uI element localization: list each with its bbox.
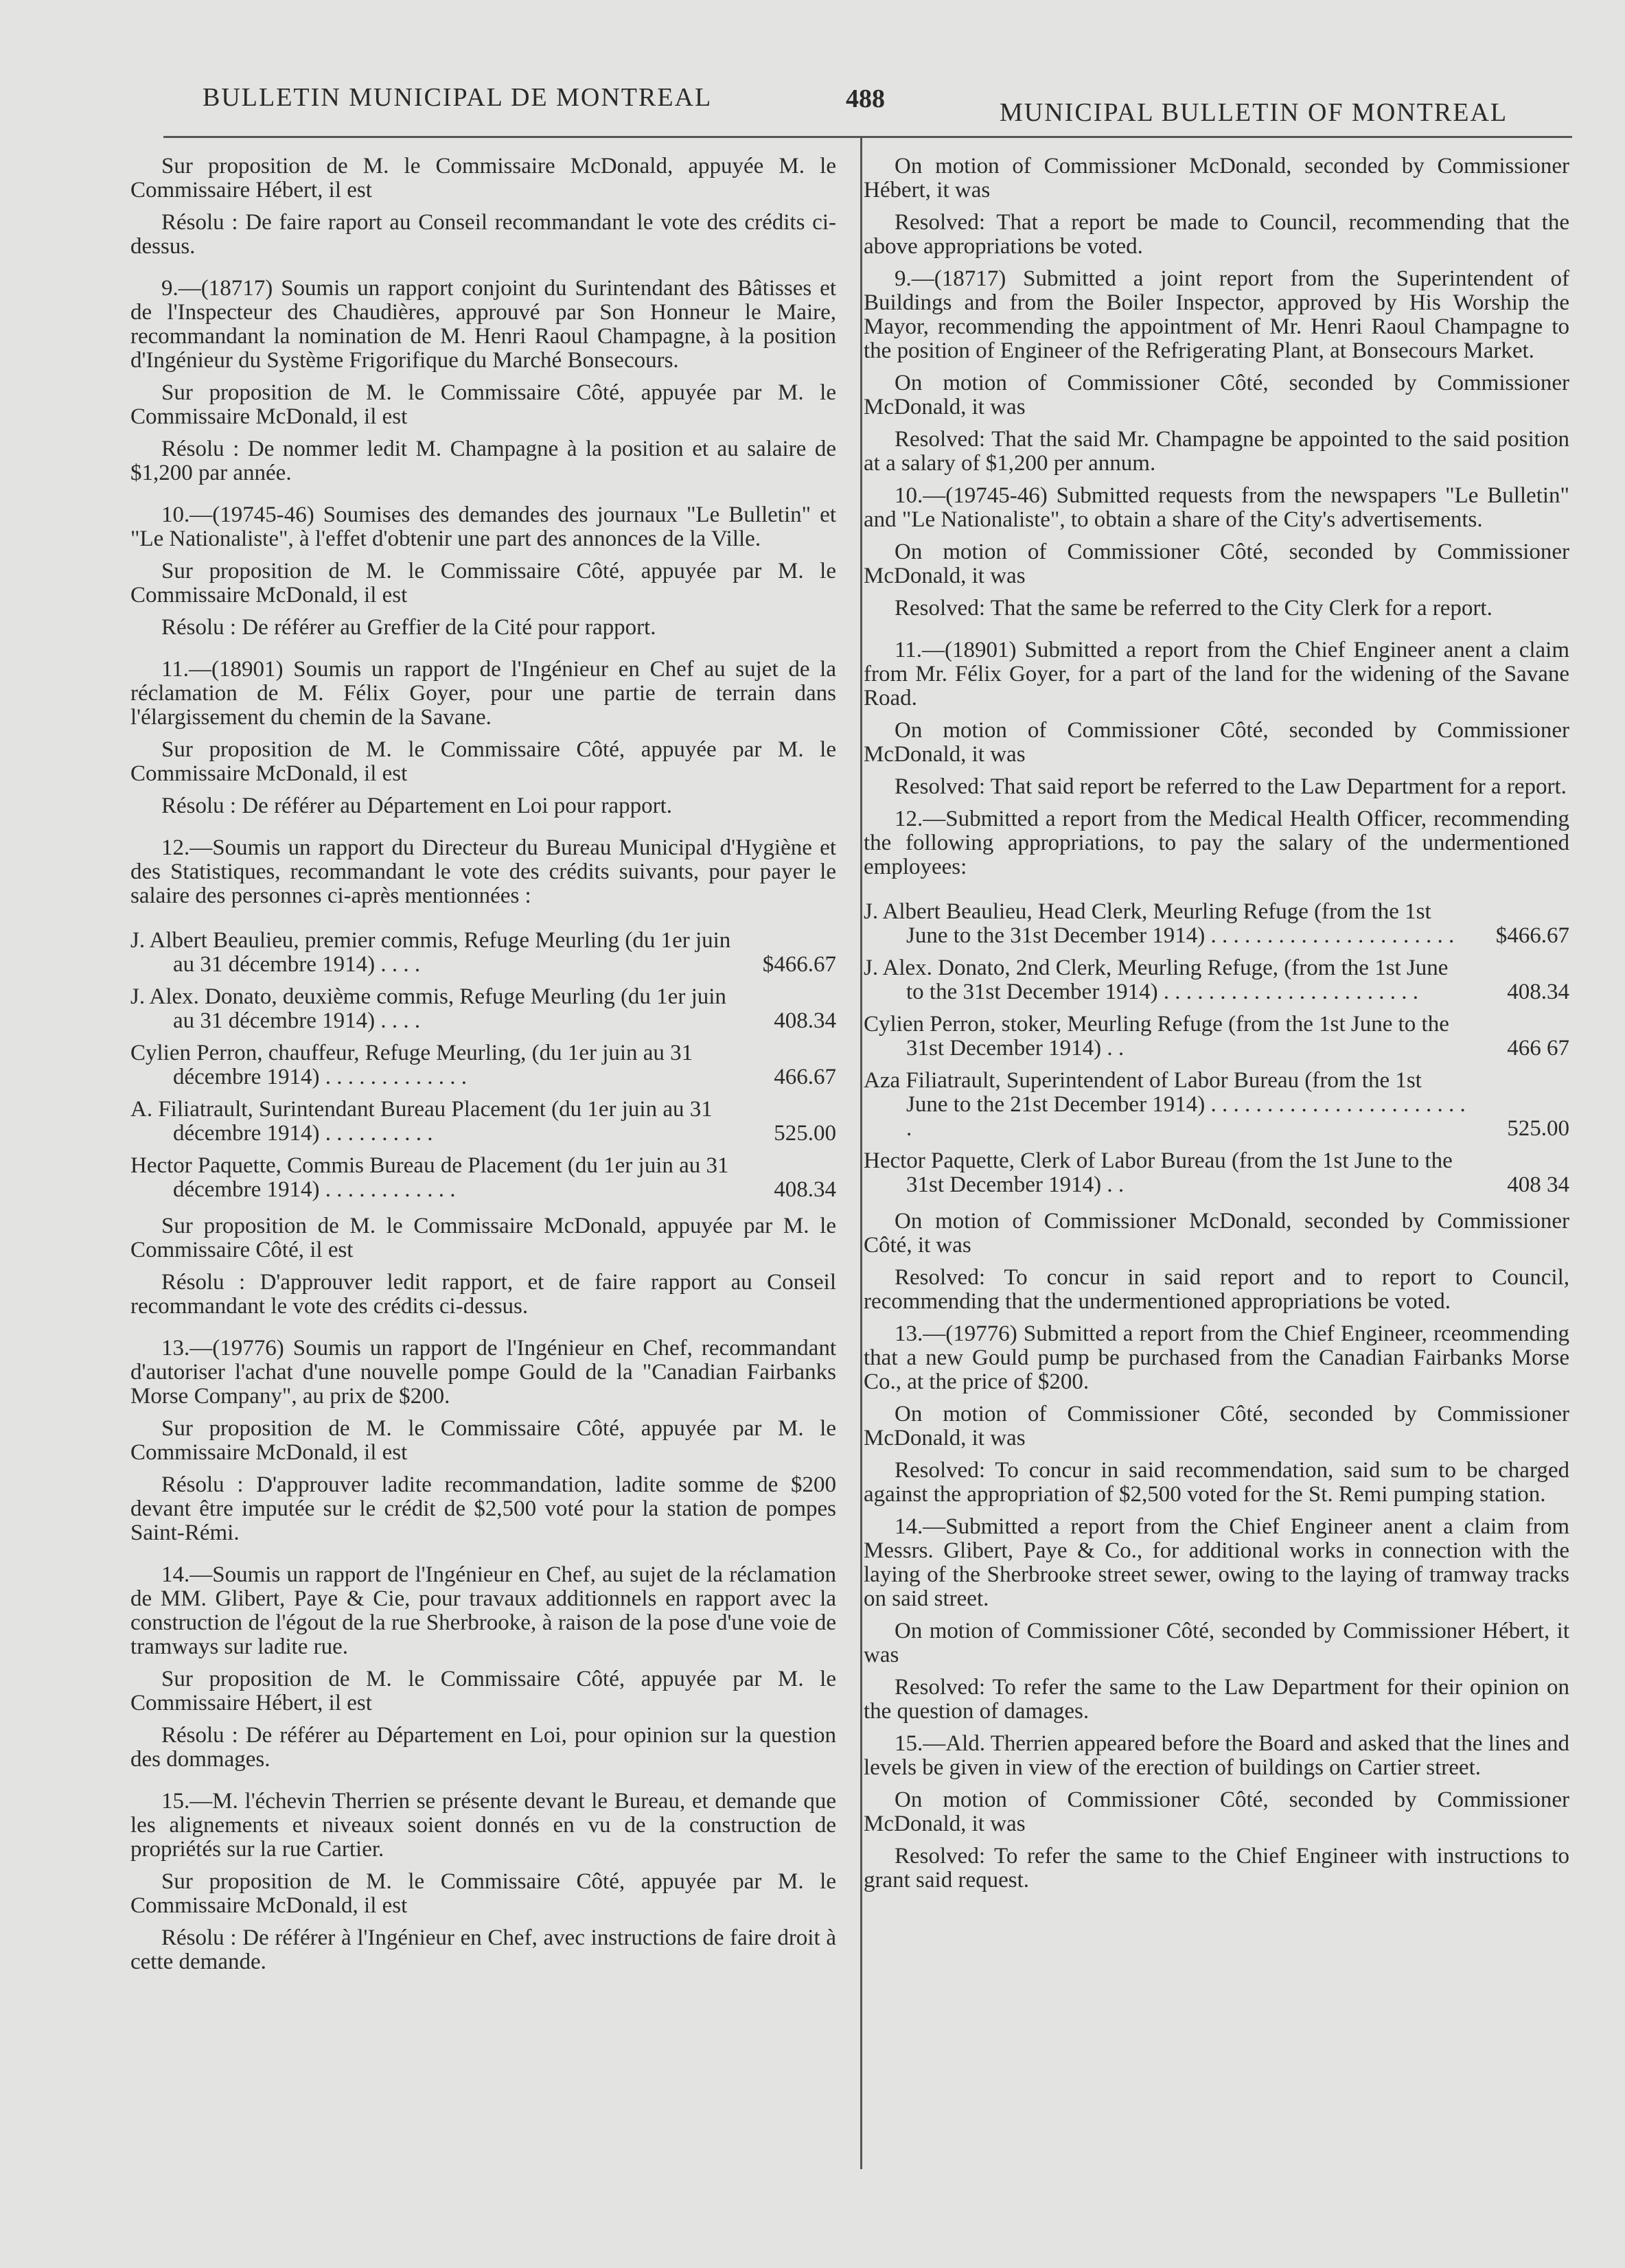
item-text: Cylien Perron, stoker, Meurling Refuge (from the 1st June to the 31st December 1914) . . xyxy=(864,1012,1449,1061)
item-amount: $466.67 xyxy=(1495,923,1569,948)
paragraph: On motion of Commissioner Côté, seconded by Commissioner Hébert, it was xyxy=(864,1619,1569,1667)
paragraph: Resolved: To concur in said report and to report to Council, recommending that the undermentioned appropriations be voted. xyxy=(864,1265,1569,1314)
list-item xyxy=(130,1041,836,1089)
paragraph: On motion of Commissioner McDonald, seconded by Commissioner Hébert, it was xyxy=(864,154,1569,202)
paragraph: 13.—(19776) Soumis un rapport de l'Ingénieur en Chef, recommandant d'autoriser l'achat d'une nouvelle pompe Gould de la "Canadian Fairbanks Morse Company", au prix de $200. xyxy=(130,1336,836,1409)
list-item xyxy=(864,1069,1569,1141)
paragraph: Sur proposition de M. le Commissaire Côté, appuyée par M. le Commissaire McDonald, il est xyxy=(130,1416,836,1465)
item-text: Aza Filiatrault, Superintendent of Labor Bureau (from the 1st June to the 21st December 1914) . . . . . . . . . . . . . . . . . . . . . . . . xyxy=(864,1068,1466,1141)
item-amount: 408.34 xyxy=(774,1177,836,1202)
paragraph: Résolu : De référer au Département en Loi pour rapport. xyxy=(161,794,673,818)
paragraph: 12.—Submitted a report from the Medical Health Officer, recommending the following appropriations, to pay the salary of the undermentioned employees: xyxy=(864,807,1569,879)
paragraph: Sur proposition de M. le Commissaire McDonald, appuyée par M. le Commissaire Côté, il est xyxy=(130,1214,836,1262)
paragraph: Sur proposition de M. le Commissaire Côté, appuyée par M. le Commissaire McDonald, il est xyxy=(130,737,836,786)
item-amount: 408 34 xyxy=(1507,1172,1569,1197)
list-item xyxy=(864,1012,1569,1061)
item-text: J. Alex. Donato, deuxième commis, Refuge Meurling (du 1er juin au 31 décembre 1914) . . . . xyxy=(130,984,726,1033)
item-amount: 408.34 xyxy=(1507,980,1569,1004)
paragraph: Resolved: To refer the same to the Law Department for their opinion on the question of damages. xyxy=(864,1675,1569,1724)
paragraph: 11.—(18901) Soumis un rapport de l'Ingénieur en Chef au sujet de la réclamation de M. Félix Goyer, pour une partie de terrain dans l'élargissement du chemin de la Savane. xyxy=(130,657,836,730)
paragraph: On motion of Commissioner Côté, seconded by Commissioner McDonald, it was xyxy=(864,540,1569,588)
item-text: Hector Paquette, Clerk of Labor Bureau (from the 1st June to the 31st December 1914) . . xyxy=(864,1148,1453,1197)
paragraph: 12.—Soumis un rapport du Directeur du Bureau Municipal d'Hygiène et des Statistiques, recommandant le vote des crédits suivants, pour payer le salaire des personnes ci-après mentionnées : xyxy=(130,835,836,908)
item-text: J. Alex. Donato, 2nd Clerk, Meurling Refuge, (from the 1st June to the 31st December 1914) . . . . . . . . . . . . . . . . . . . . . . . xyxy=(864,956,1449,1004)
paragraph: Sur proposition de M. le Commissaire McDonald, appuyée M. le Commissaire Hébert, il est xyxy=(130,154,836,202)
paragraph: 11.—(18901) Submitted a report from the Chief Engineer anent a claim from Mr. Félix Goyer, for a part of the land for the widening of the Savane Road. xyxy=(864,638,1569,710)
list-item xyxy=(864,956,1569,1004)
paragraph: Résolu : D'approuver ledit rapport, et de faire rapport au Conseil recommandant le vote des crédits ci-dessus. xyxy=(130,1270,836,1319)
list-item xyxy=(864,900,1569,948)
item-text: Hector Paquette, Commis Bureau de Placement (du 1er juin au 31 décembre 1914) . . . . . . . . . . . . xyxy=(130,1153,729,1202)
paragraph: 10.—(19745-46) Soumises des demandes des journaux "Le Bulletin" et "Le Nationaliste", à l'effet d'obtenir une part des annonces de la Ville. xyxy=(130,502,836,551)
paragraph: Résolu : De faire raport au Conseil recommandant le vote des crédits ci-dessus. xyxy=(130,210,836,259)
english-column xyxy=(864,154,1569,1901)
item-amount: 525.00 xyxy=(774,1121,836,1146)
page-header xyxy=(158,77,1545,127)
paragraph: Resolved: To concur in said recommendation, said sum to be charged against the appropriation of $2,500 voted for the St. Remi pumping station. xyxy=(864,1458,1569,1507)
french-column xyxy=(130,154,836,1982)
paragraph: 15.—Ald. Therrien appeared before the Board and asked that the lines and levels be given in view of the erection of buildings on Cartier street. xyxy=(864,1731,1569,1780)
item-amount: 466 67 xyxy=(1507,1036,1569,1061)
paragraph: Sur proposition de M. le Commissaire Côté, appuyée par M. le Commissaire Hébert, il est xyxy=(130,1667,836,1715)
list-item xyxy=(130,1098,836,1146)
appropriation-list xyxy=(130,929,836,1202)
page-number: 488 xyxy=(846,84,885,113)
paragraph: 9.—(18717) Soumis un rapport conjoint du Surintendant des Bâtisses et de l'Inspecteur des Chaudières, approuvé par Son Honneur le Maire, recommandant la nomination de M. Henri Raoul Champagne, à la position d'Ingénieur du Système Frigorifique du Marché Bonsecours. xyxy=(130,276,836,373)
paragraph: Sur proposition de M. le Commissaire Côté, appuyée par M. le Commissaire McDonald, il est xyxy=(130,559,836,608)
item-text: Cylien Perron, chauffeur, Refuge Meurling, (du 1er juin au 31 décembre 1914) . . . . . . . . . . . . . xyxy=(130,1041,693,1089)
paragraph: Résolu : De référer à l'Ingénieur en Chef, avec instructions de faire droit à cette demande. xyxy=(130,1925,836,1974)
paragraph: Sur proposition de M. le Commissaire Côté, appuyée par M. le Commissaire McDonald, il est xyxy=(130,380,836,429)
paragraph: 14.—Soumis un rapport de l'Ingénieur en Chef, au sujet de la réclamation de MM. Glibert, Paye & Cie, pour travaux additionnels en rapport avec la construction de l'égout de la rue Sherbrooke, à raison de la pose d'une voie de tramways sur ladite rue. xyxy=(130,1562,836,1659)
paragraph: 13.—(19776) Submitted a report from the Chief Engineer, rceommending that a new Gould pump be purchased from the Canadian Fairbanks Morse Co., at the price of $200. xyxy=(864,1321,1569,1394)
list-item xyxy=(130,985,836,1033)
column-divider xyxy=(860,137,862,2169)
item-amount: 408.34 xyxy=(774,1008,836,1033)
list-item xyxy=(130,1154,836,1202)
paragraph: 10.—(19745-46) Submitted requests from the newspapers "Le Bulletin" and "Le Nationaliste", to obtain a share of the City's advertisements. xyxy=(864,483,1569,532)
item-text: J. Albert Beaulieu, Head Clerk, Meurling Refuge (from the 1st June to the 31st December 1914) . . . . . . . . . . . . . . . . . . . . . . xyxy=(864,899,1455,948)
paragraph: On motion of Commissioner Côté, seconded by Commissioner McDonald, it was xyxy=(864,1402,1569,1450)
header-title-french: BULLETIN MUNICIPAL DE MONTREAL xyxy=(203,83,713,112)
paragraph: 15.—M. l'échevin Therrien se présente devant le Bureau, et demande que les alignements et niveaux soient donnés en vu de la construction de propriétés sur la rue Cartier. xyxy=(130,1789,836,1862)
paragraph: 9.—(18717) Submitted a joint report from the Superintendent of Buildings and from the Boiler Inspector, approved by His Worship the Mayor, recommending the appointment of Mr. Henri Raoul Champagne to the position of Engineer of the Refrigerating Plant, at Bonsecours Market. xyxy=(864,266,1569,363)
header-rule xyxy=(163,136,1572,138)
paragraph: On motion of Commissioner McDonald, seconded by Commissioner Côté, it was xyxy=(864,1209,1569,1258)
header-title-english: MUNICIPAL BULLETIN OF MONTREAL xyxy=(1000,98,1508,127)
paragraph: Résolu : De nommer ledit M. Champagne à la position et au salaire de $1,200 par année. xyxy=(130,437,836,485)
paragraph: Résolu : D'approuver ladite recommandation, ladite somme de $200 devant être imputée sur le crédit de $2,500 voté pour la station de pompes Saint-Rémi. xyxy=(130,1472,836,1545)
item-text: J. Albert Beaulieu, premier commis, Refuge Meurling (du 1er juin au 31 décembre 1914) . . . . xyxy=(130,928,731,977)
paragraph: On motion of Commissioner Côté, seconded by Commissioner McDonald, it was xyxy=(864,371,1569,419)
paragraph: Résolu : De référer au Greffier de la Cité pour rapport. xyxy=(161,615,656,640)
paragraph: 14.—Submitted a report from the Chief Engineer anent a claim from Messrs. Glibert, Paye & Co., for additional works in connection with the laying of the Sherbrooke street sewer, owing to the laying of tramway tracks on said street. xyxy=(864,1514,1569,1611)
item-amount: 466.67 xyxy=(774,1065,836,1089)
paragraph: Resolved: That the said Mr. Champagne be appointed to the said position at a salary of $1,200 per annum. xyxy=(864,427,1569,476)
paragraph: Sur proposition de M. le Commissaire Côté, appuyée par M. le Commissaire McDonald, il est xyxy=(130,1869,836,1918)
paragraph: Resolved: To refer the same to the Chief Engineer with instructions to grant said request. xyxy=(864,1844,1569,1893)
paragraph: On motion of Commissioner Côté, seconded by Commissioner McDonald, it was xyxy=(864,718,1569,767)
item-amount: 525.00 xyxy=(1507,1116,1569,1141)
paragraph: Resolved: That said report be referred to the Law Department for a report. xyxy=(895,774,1567,799)
paragraph: Resolved: That the same be referred to the City Clerk for a report. xyxy=(895,596,1493,621)
appropriation-list xyxy=(864,900,1569,1197)
list-item xyxy=(130,929,836,977)
paragraph: Resolved: That a report be made to Council, recommending that the above appropriations be voted. xyxy=(864,210,1569,259)
list-item xyxy=(864,1149,1569,1197)
item-amount: $466.67 xyxy=(762,952,836,977)
paragraph: Résolu : De référer au Département en Loi, pour opinion sur la question des dommages. xyxy=(130,1723,836,1772)
item-text: A. Filiatrault, Surintendant Bureau Placement (du 1er juin au 31 décembre 1914) . . . . . . . . . . xyxy=(130,1097,713,1146)
paragraph: On motion of Commissioner Côté, seconded by Commissioner McDonald, it was xyxy=(864,1787,1569,1836)
